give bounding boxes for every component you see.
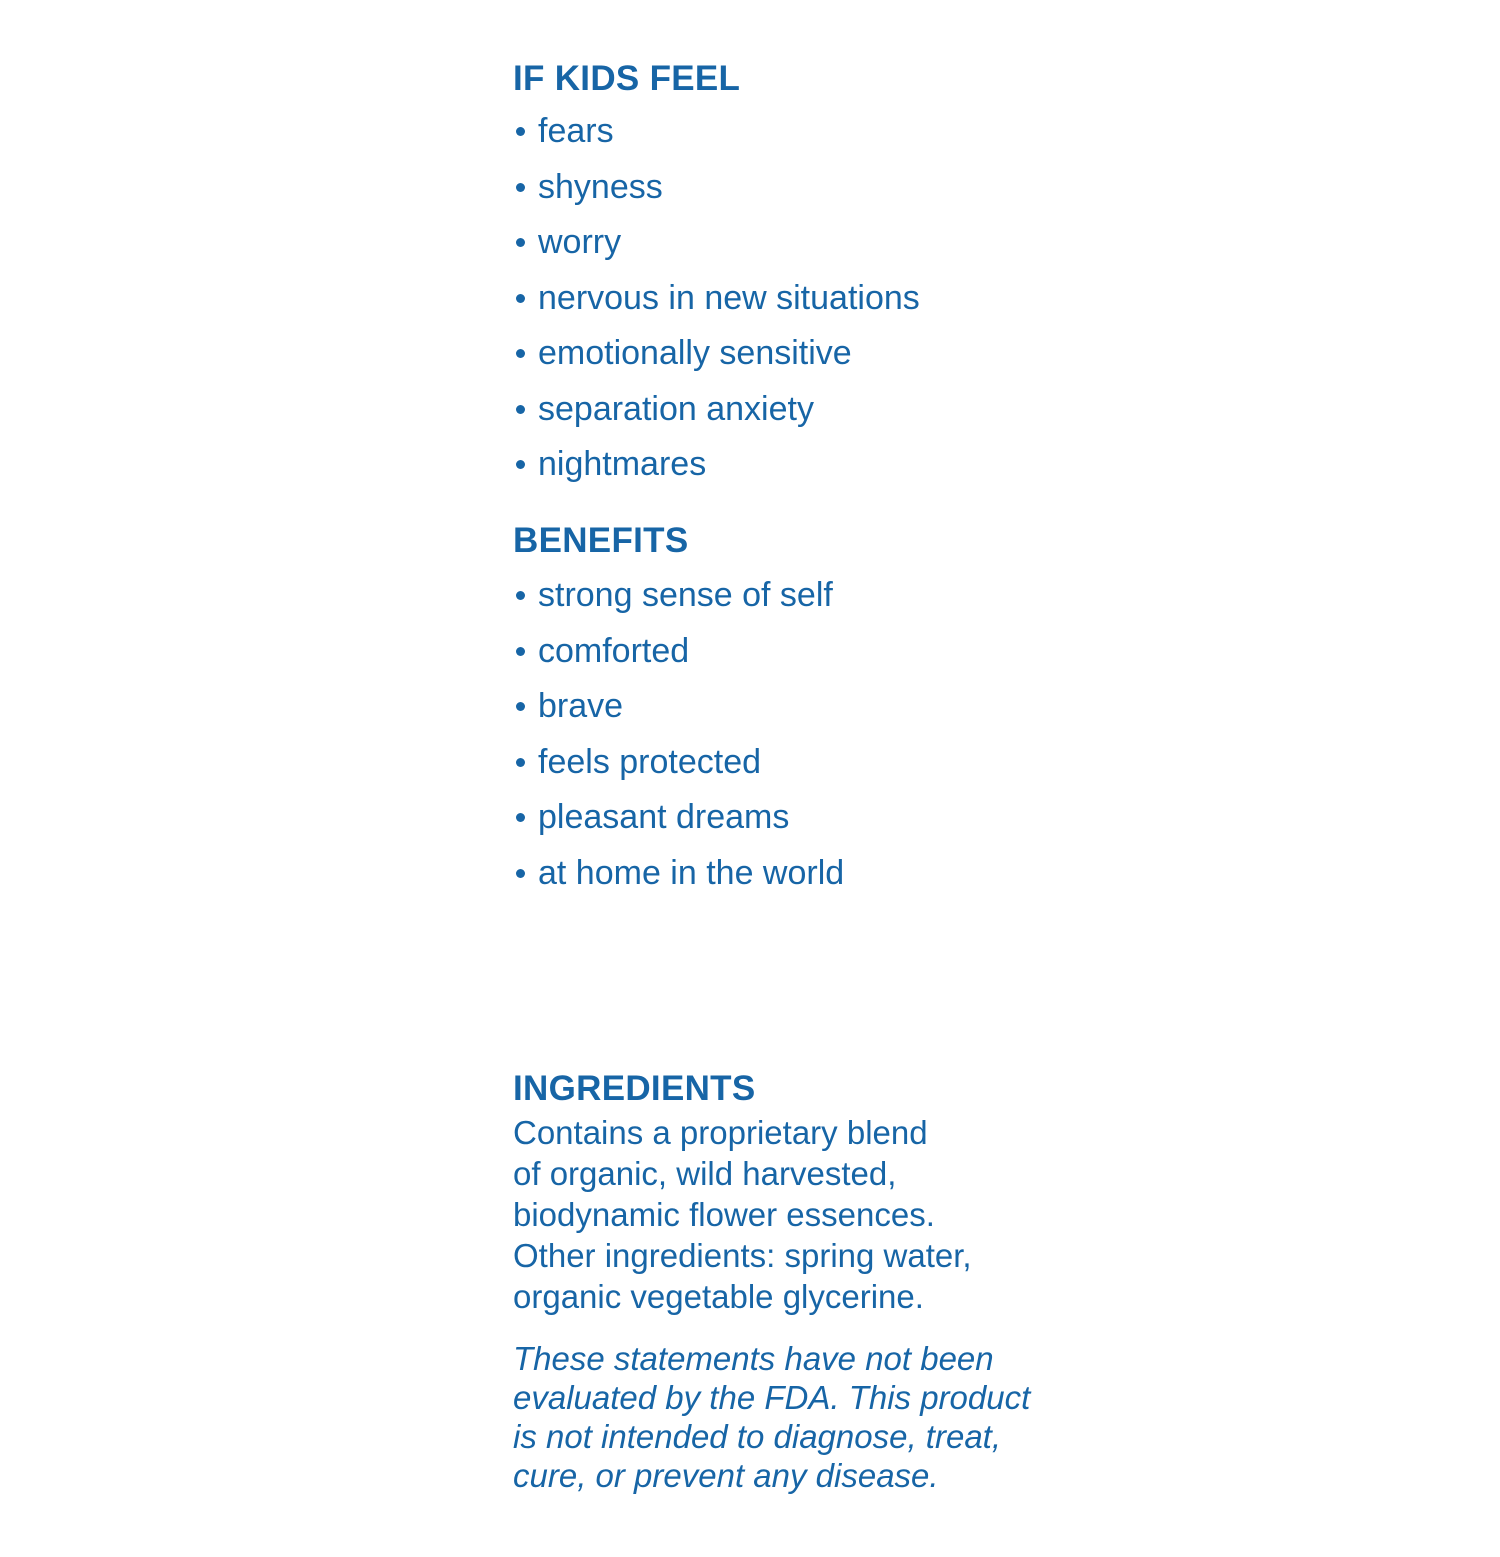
- list-item-label: comforted: [538, 631, 690, 670]
- list-item: [513, 215, 1193, 271]
- list-item-label: nightmares: [538, 445, 707, 484]
- bullet-dot-icon: [516, 238, 525, 247]
- bullet-dot-icon: [516, 349, 525, 358]
- list-item: [513, 104, 1193, 160]
- list-item: [513, 624, 1193, 680]
- list-item: [513, 382, 1193, 438]
- bullet-dot-icon: [516, 405, 525, 414]
- benefits-list: [513, 568, 1193, 901]
- list-item: [513, 437, 1193, 493]
- list-item: [513, 846, 1193, 902]
- list-item: [513, 790, 1193, 846]
- bullet-dot-icon: [516, 183, 525, 192]
- list-item-label: strong sense of self: [538, 576, 833, 615]
- bullet-dot-icon: [516, 460, 525, 469]
- bullet-dot-icon: [516, 813, 525, 822]
- if-kids-feel-list: [513, 104, 1193, 493]
- list-item-label: at home in the world: [538, 853, 845, 892]
- bullet-dot-icon: [516, 758, 525, 767]
- list-item-label: feels protected: [538, 742, 762, 781]
- list-item: [513, 568, 1193, 624]
- bullet-dot-icon: [516, 869, 525, 878]
- list-item: [513, 160, 1193, 216]
- fda-disclaimer-text: These statements have not been evaluated by the FDA. This product is not intended to diagnose, treat, cure, or prevent any disease.: [513, 1340, 1031, 1494]
- list-item-label: worry: [538, 223, 622, 262]
- list-item: [513, 679, 1193, 735]
- list-item-label: brave: [538, 687, 624, 726]
- ingredients-heading: INGREDIENTS: [513, 1069, 756, 1108]
- list-item-label: nervous in new situations: [538, 278, 920, 317]
- bullet-dot-icon: [516, 127, 525, 136]
- list-item: [513, 735, 1193, 791]
- benefits-heading: BENEFITS: [513, 521, 689, 560]
- bullet-dot-icon: [516, 702, 525, 711]
- list-item-label: shyness: [538, 167, 663, 206]
- list-item-label: fears: [538, 112, 614, 151]
- bullet-dot-icon: [516, 591, 525, 600]
- list-item-label: pleasant dreams: [538, 798, 790, 837]
- ingredients-body-text: Contains a proprietary blend of organic, wild harvested, biodynamic flower essences. Other ingredients: spring water, organic vegetable glycerine.: [513, 1114, 972, 1315]
- list-item: [513, 271, 1193, 327]
- list-item-label: separation anxiety: [538, 389, 814, 428]
- list-item: [513, 326, 1193, 382]
- bullet-dot-icon: [516, 647, 525, 656]
- if-kids-feel-heading: IF KIDS FEEL: [513, 59, 741, 98]
- bullet-dot-icon: [516, 294, 525, 303]
- list-item-label: emotionally sensitive: [538, 334, 852, 373]
